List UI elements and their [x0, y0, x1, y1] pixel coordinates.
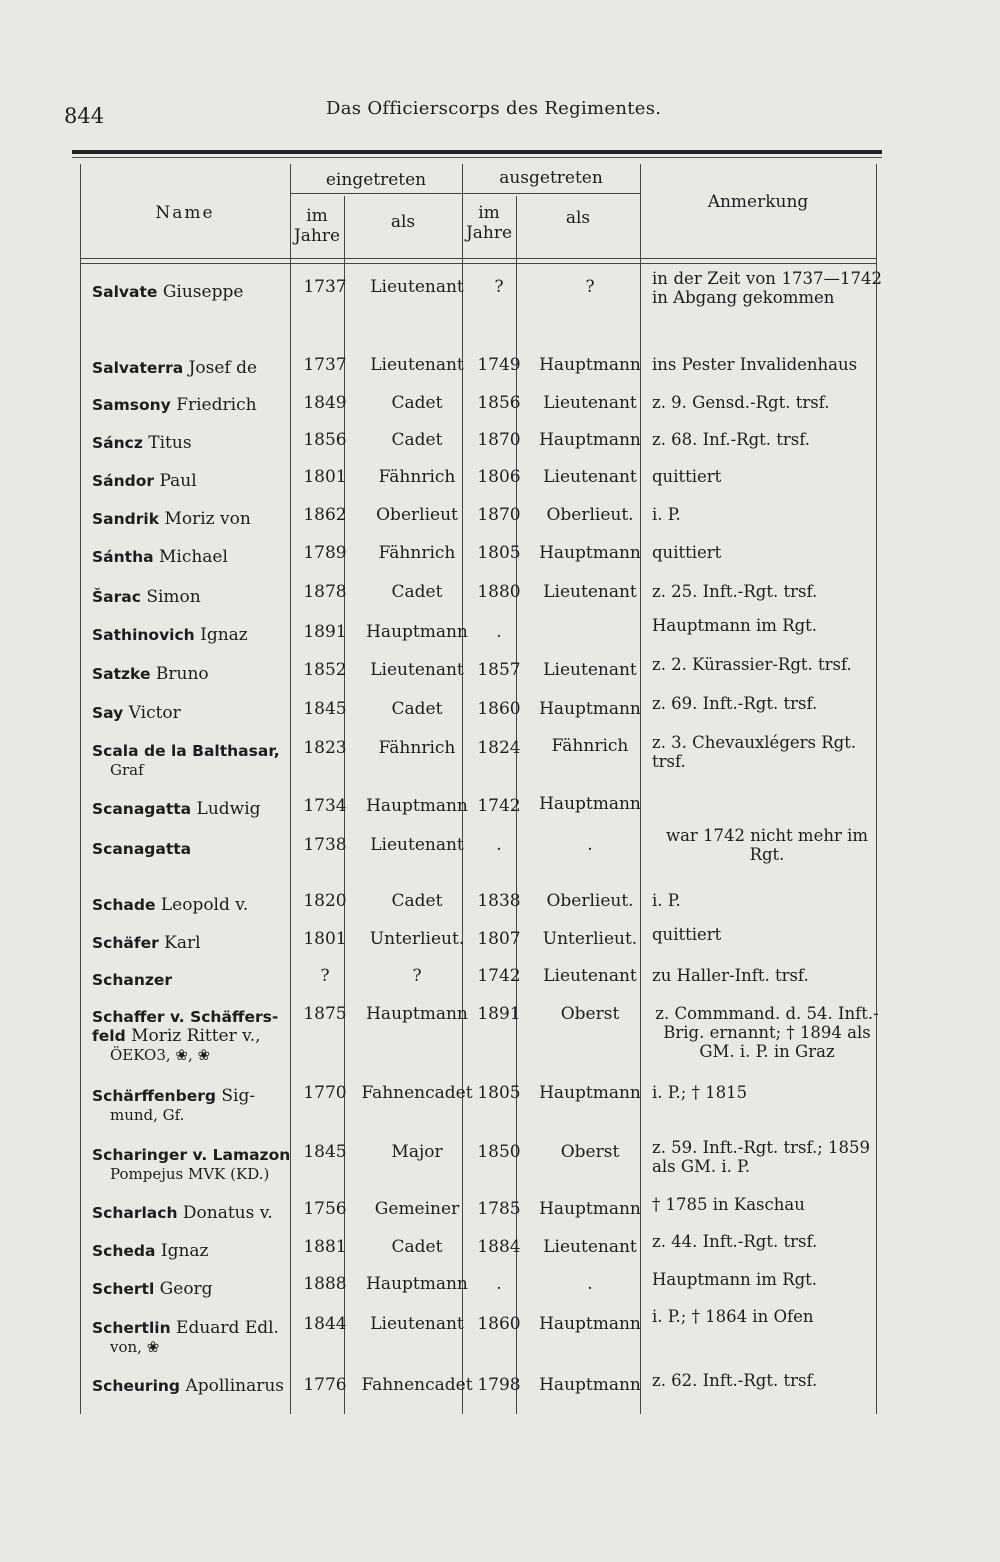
- left-year: 1806: [477, 467, 521, 487]
- entered-year: 1844: [303, 1314, 347, 1334]
- remark: † 1785 in Kaschau: [652, 1195, 805, 1214]
- remark: z. 25. Inft.-Rgt. trsf.: [652, 582, 818, 601]
- remark: Hauptmann im Rgt.: [652, 1270, 818, 1289]
- left-year: 1838: [477, 891, 521, 911]
- left-year: 1850: [477, 1142, 521, 1162]
- person-name: Schade Leopold v.: [92, 895, 249, 915]
- left-as: Lieutenant: [543, 582, 637, 602]
- left-as: Hauptmann: [539, 1314, 641, 1334]
- person-name: Scharinger v. Lamazon Pompejus MVK (KD.): [92, 1146, 291, 1183]
- person-name: Satzke Bruno: [92, 664, 209, 684]
- person-name: Schaffer v. Schäffers-feld Moriz Ritter v., ÖEKO3, ❀, ❀: [92, 1008, 279, 1064]
- left-year: 1742: [477, 966, 521, 986]
- left-year: 1742: [477, 796, 521, 816]
- entered-as: ?: [412, 966, 422, 986]
- entered-as: Hauptmann: [366, 1274, 468, 1294]
- entered-year: 1875: [303, 1004, 347, 1024]
- left-as: Hauptmann: [539, 543, 641, 563]
- page-number: 844: [64, 104, 105, 128]
- remark: z. 2. Kürassier-Rgt. trsf.: [652, 655, 852, 674]
- left-year: 1805: [477, 1083, 521, 1103]
- entered-year: 1862: [303, 505, 347, 525]
- left-year: 1870: [477, 505, 521, 525]
- person-name: Salvate Giuseppe: [92, 282, 244, 302]
- left-year: 1856: [477, 393, 521, 413]
- person-name: Salvaterra Josef de: [92, 358, 258, 378]
- entered-as: Lieutenant: [370, 1314, 464, 1334]
- person-name: Schertlin Eduard Edl. von, ❀: [92, 1318, 279, 1356]
- header-entered: eingetreten: [325, 170, 427, 190]
- header-left: ausgetreten: [499, 168, 603, 188]
- left-as: .: [587, 835, 593, 855]
- entered-year: 1756: [303, 1199, 347, 1219]
- entered-as: Fähnrich: [378, 738, 456, 758]
- remark: z. 9. Gensd.-Rgt. trsf.: [652, 393, 830, 412]
- table-border-right: [876, 164, 877, 1414]
- left-as: Lieutenant: [543, 467, 637, 487]
- left-year: .: [496, 622, 502, 642]
- remark: z. 3. Chevauxlégers Rgt. trsf.: [652, 733, 857, 771]
- entered-as: Major: [391, 1142, 443, 1162]
- entered-year: 1776: [303, 1375, 347, 1395]
- left-year: 1857: [477, 660, 521, 680]
- left-year: 1884: [477, 1237, 521, 1257]
- left-year: 1891: [477, 1004, 521, 1024]
- entered-as: Cadet: [391, 891, 443, 911]
- entered-year: 1881: [303, 1237, 347, 1257]
- entered-as: Cadet: [391, 430, 443, 450]
- left-year: 1749: [477, 355, 521, 375]
- entered-year: 1820: [303, 891, 347, 911]
- remark: ins Pester Invalidenhaus: [652, 355, 858, 374]
- entered-year: 1801: [303, 929, 347, 949]
- entered-as: Hauptmann: [366, 622, 468, 642]
- left-as: Lieutenant: [543, 966, 637, 986]
- left-year: 1824: [477, 738, 521, 758]
- person-name: Schärffenberg Sig- mund, Gf.: [92, 1086, 256, 1124]
- entered-as: Lieutenant: [370, 277, 464, 297]
- header-bottom-rule: [80, 258, 876, 259]
- entered-as: Unterlieut.: [369, 929, 465, 949]
- person-name: Scanagatta Ludwig: [92, 799, 261, 819]
- entered-year: 1845: [303, 699, 347, 719]
- table-border-left: [80, 164, 81, 1414]
- left-year: ?: [494, 277, 504, 297]
- remark: z. Commmand. d. 54. Inft.-Brig. ernannt; † 1894 als GM. i. P. in Graz: [655, 1004, 879, 1061]
- header-year-left: im Jahre: [465, 203, 513, 243]
- entered-year: 1845: [303, 1142, 347, 1162]
- left-year: .: [496, 1274, 502, 1294]
- remark: Hauptmann im Rgt.: [652, 616, 818, 635]
- header-year-entered: im Jahre: [293, 206, 341, 246]
- header-as-entered: als: [390, 212, 416, 232]
- header-remark: Anmerkung: [707, 192, 809, 212]
- header-as-left: als: [565, 208, 591, 228]
- entered-year: 1737: [303, 355, 347, 375]
- person-name: Schertl Georg: [92, 1279, 213, 1299]
- entered-as: Cadet: [391, 1237, 443, 1257]
- left-as: Hauptmann: [539, 794, 641, 814]
- left-as: Oberst: [560, 1004, 620, 1024]
- left-year: 1860: [477, 699, 521, 719]
- left-as: Hauptmann: [539, 430, 641, 450]
- remark: i. P.; † 1864 in Ofen: [652, 1307, 814, 1326]
- col-divider-as2: [640, 164, 641, 1414]
- entered-as: Fahnencadet: [361, 1083, 473, 1103]
- entered-year: 1770: [303, 1083, 347, 1103]
- top-rule-thin: [72, 157, 882, 158]
- col-divider-name: [290, 164, 291, 1414]
- left-as: Oberlieut.: [546, 891, 634, 911]
- left-as: Lieutenant: [543, 393, 637, 413]
- person-name: Scheuring Apollinarus: [92, 1376, 285, 1396]
- left-as: Fähnrich: [551, 736, 629, 756]
- left-as: Hauptmann: [539, 1083, 641, 1103]
- entered-as: Cadet: [391, 582, 443, 602]
- entered-as: Fähnrich: [378, 467, 456, 487]
- entered-year: ?: [320, 966, 330, 986]
- left-year: .: [496, 835, 502, 855]
- entered-year: 1878: [303, 582, 347, 602]
- remark: zu Haller-Inft. trsf.: [652, 966, 809, 985]
- entered-as: Fähnrich: [378, 543, 456, 563]
- entered-year: 1891: [303, 622, 347, 642]
- top-rule: [72, 150, 882, 154]
- entered-as: Lieutenant: [370, 355, 464, 375]
- entered-year: 1823: [303, 738, 347, 758]
- remark: i. P.: [652, 891, 681, 910]
- remark: z. 62. Inft.-Rgt. trsf.: [652, 1371, 818, 1390]
- person-name: Scanagatta: [92, 840, 192, 858]
- entered-as: Cadet: [391, 699, 443, 719]
- remark: z. 68. Inf.-Rgt. trsf.: [652, 430, 811, 449]
- left-year: 1785: [477, 1199, 521, 1219]
- left-as: Hauptmann: [539, 1199, 641, 1219]
- left-as: Lieutenant: [543, 660, 637, 680]
- person-name: Sathinovich Ignaz: [92, 625, 248, 645]
- remark: i. P.: [652, 505, 681, 524]
- left-year: 1880: [477, 582, 521, 602]
- entered-year: 1789: [303, 543, 347, 563]
- header-subrule-entered: [290, 193, 462, 194]
- person-name: Sáncz Titus: [92, 433, 192, 453]
- person-name: Šarac Simon: [92, 587, 201, 607]
- entered-year: 1852: [303, 660, 347, 680]
- header-bottom-rule-2: [80, 263, 876, 264]
- entered-as: Lieutenant: [370, 835, 464, 855]
- entered-year: 1738: [303, 835, 347, 855]
- remark: quittiert: [652, 467, 722, 486]
- person-name: Schanzer: [92, 971, 173, 989]
- remark: z. 59. Inft.-Rgt. trsf.; 1859 als GM. i. P.: [652, 1138, 871, 1176]
- left-year: 1805: [477, 543, 521, 563]
- entered-as: Gemeiner: [374, 1199, 460, 1219]
- left-as: ?: [585, 277, 595, 297]
- entered-as: Hauptmann: [366, 1004, 468, 1024]
- left-as: Unterlieut.: [542, 929, 638, 949]
- left-as: Oberlieut.: [546, 505, 634, 525]
- remark: z. 44. Inft.-Rgt. trsf.: [652, 1232, 818, 1251]
- header-name: Name: [155, 203, 215, 223]
- left-as: Hauptmann: [539, 355, 641, 375]
- person-name: Sandrik Moriz von: [92, 509, 251, 529]
- entered-year: 1849: [303, 393, 347, 413]
- person-name: Samsony Friedrich: [92, 395, 257, 415]
- left-year: 1870: [477, 430, 521, 450]
- remark: war 1742 nicht mehr im Rgt.: [665, 826, 869, 864]
- left-year: 1798: [477, 1375, 521, 1395]
- entered-year: 1734: [303, 796, 347, 816]
- header-subrule-left: [462, 193, 640, 194]
- left-as: Hauptmann: [539, 1375, 641, 1395]
- person-name: Schäfer Karl: [92, 933, 201, 953]
- remark: quittiert: [652, 925, 722, 944]
- person-name: Scharlach Donatus v.: [92, 1203, 273, 1223]
- left-year: 1807: [477, 929, 521, 949]
- person-name: Scala de la Balthasar, Graf: [92, 742, 280, 779]
- running-title: Das Officierscorps des Regimentes.: [326, 98, 662, 119]
- person-name: Sándor Paul: [92, 471, 197, 491]
- remark: i. P.; † 1815: [652, 1083, 748, 1102]
- entered-year: 1737: [303, 277, 347, 297]
- entered-year: 1856: [303, 430, 347, 450]
- entered-as: Lieutenant: [370, 660, 464, 680]
- entered-as: Cadet: [391, 393, 443, 413]
- col-divider-as1: [462, 164, 463, 1414]
- left-as: .: [587, 1274, 593, 1294]
- left-as: Oberst: [560, 1142, 620, 1162]
- remark: quittiert: [652, 543, 722, 562]
- person-name: Sántha Michael: [92, 547, 228, 567]
- left-as: Hauptmann: [539, 699, 641, 719]
- entered-as: Hauptmann: [366, 796, 468, 816]
- left-year: 1860: [477, 1314, 521, 1334]
- entered-as: Oberlieut: [376, 505, 458, 525]
- remark: z. 69. Inft.-Rgt. trsf.: [652, 694, 818, 713]
- left-as: Lieutenant: [543, 1237, 637, 1257]
- remark: in der Zeit von 1737—1742 in Abgang gekommen: [652, 269, 882, 307]
- entered-year: 1801: [303, 467, 347, 487]
- entered-year: 1888: [303, 1274, 347, 1294]
- person-name: Say Victor: [92, 703, 181, 723]
- person-name: Scheda Ignaz: [92, 1241, 209, 1261]
- entered-as: Fahnencadet: [361, 1375, 473, 1395]
